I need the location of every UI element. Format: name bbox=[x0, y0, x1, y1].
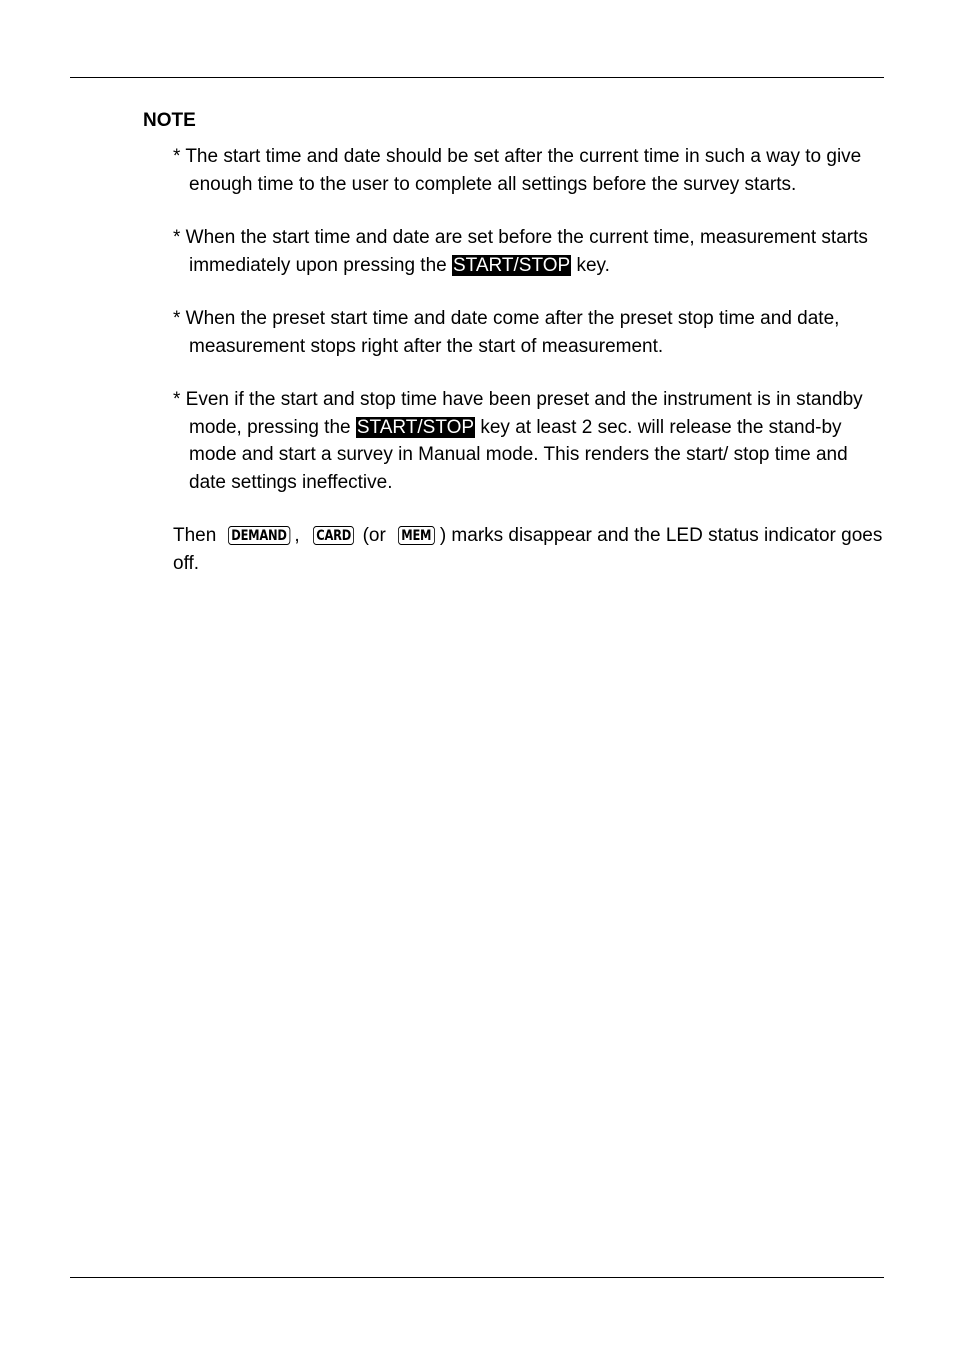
note-item-1 bbox=[173, 143, 888, 198]
header-rule bbox=[70, 77, 884, 78]
note-item-2-after: key. bbox=[576, 254, 610, 276]
note-item-1-text: * The start time and date should be set after the current time in such a way to give enough time to the user to complete all settings before the survey starts. bbox=[173, 146, 862, 195]
then-tail: ) marks disappear and the LED status indicator goes off. bbox=[173, 525, 883, 574]
note-item-2 bbox=[173, 224, 888, 279]
note-item-4 bbox=[173, 386, 888, 496]
note-item-2-before: * When the start time and date are set before the current time, measurement starts immediately upon pressing the bbox=[173, 227, 868, 276]
note-item-3 bbox=[173, 305, 888, 360]
note-then-paragraph bbox=[173, 522, 888, 577]
note-heading: NOTE bbox=[143, 110, 196, 131]
card-mark-icon: CARD bbox=[313, 526, 354, 545]
note-section bbox=[143, 108, 888, 577]
then-separator: , bbox=[294, 525, 300, 546]
mem-mark-icon: MEM bbox=[398, 526, 435, 545]
note-item-3-text: * When the preset start time and date come after the preset stop time and date, measurement stops right after the start of measurement. bbox=[173, 308, 840, 357]
then-lead: Then bbox=[173, 525, 217, 546]
then-or: (or bbox=[362, 525, 386, 546]
start-stop-key-label: START/STOP bbox=[452, 254, 571, 276]
note-item-4-after: key at least 2 sec. will release the stand-by mode and start a survey in Manual mode. This renders the start/ stop time and date settings ineffective. bbox=[189, 416, 848, 493]
footer-rule bbox=[70, 1277, 884, 1278]
note-item-4-before: * Even if the start and stop time have been preset and the instrument is in standby mode, pressing the bbox=[173, 389, 863, 438]
demand-mark-icon: DEMAND bbox=[228, 526, 290, 545]
start-stop-key-label: START/STOP bbox=[356, 416, 475, 438]
